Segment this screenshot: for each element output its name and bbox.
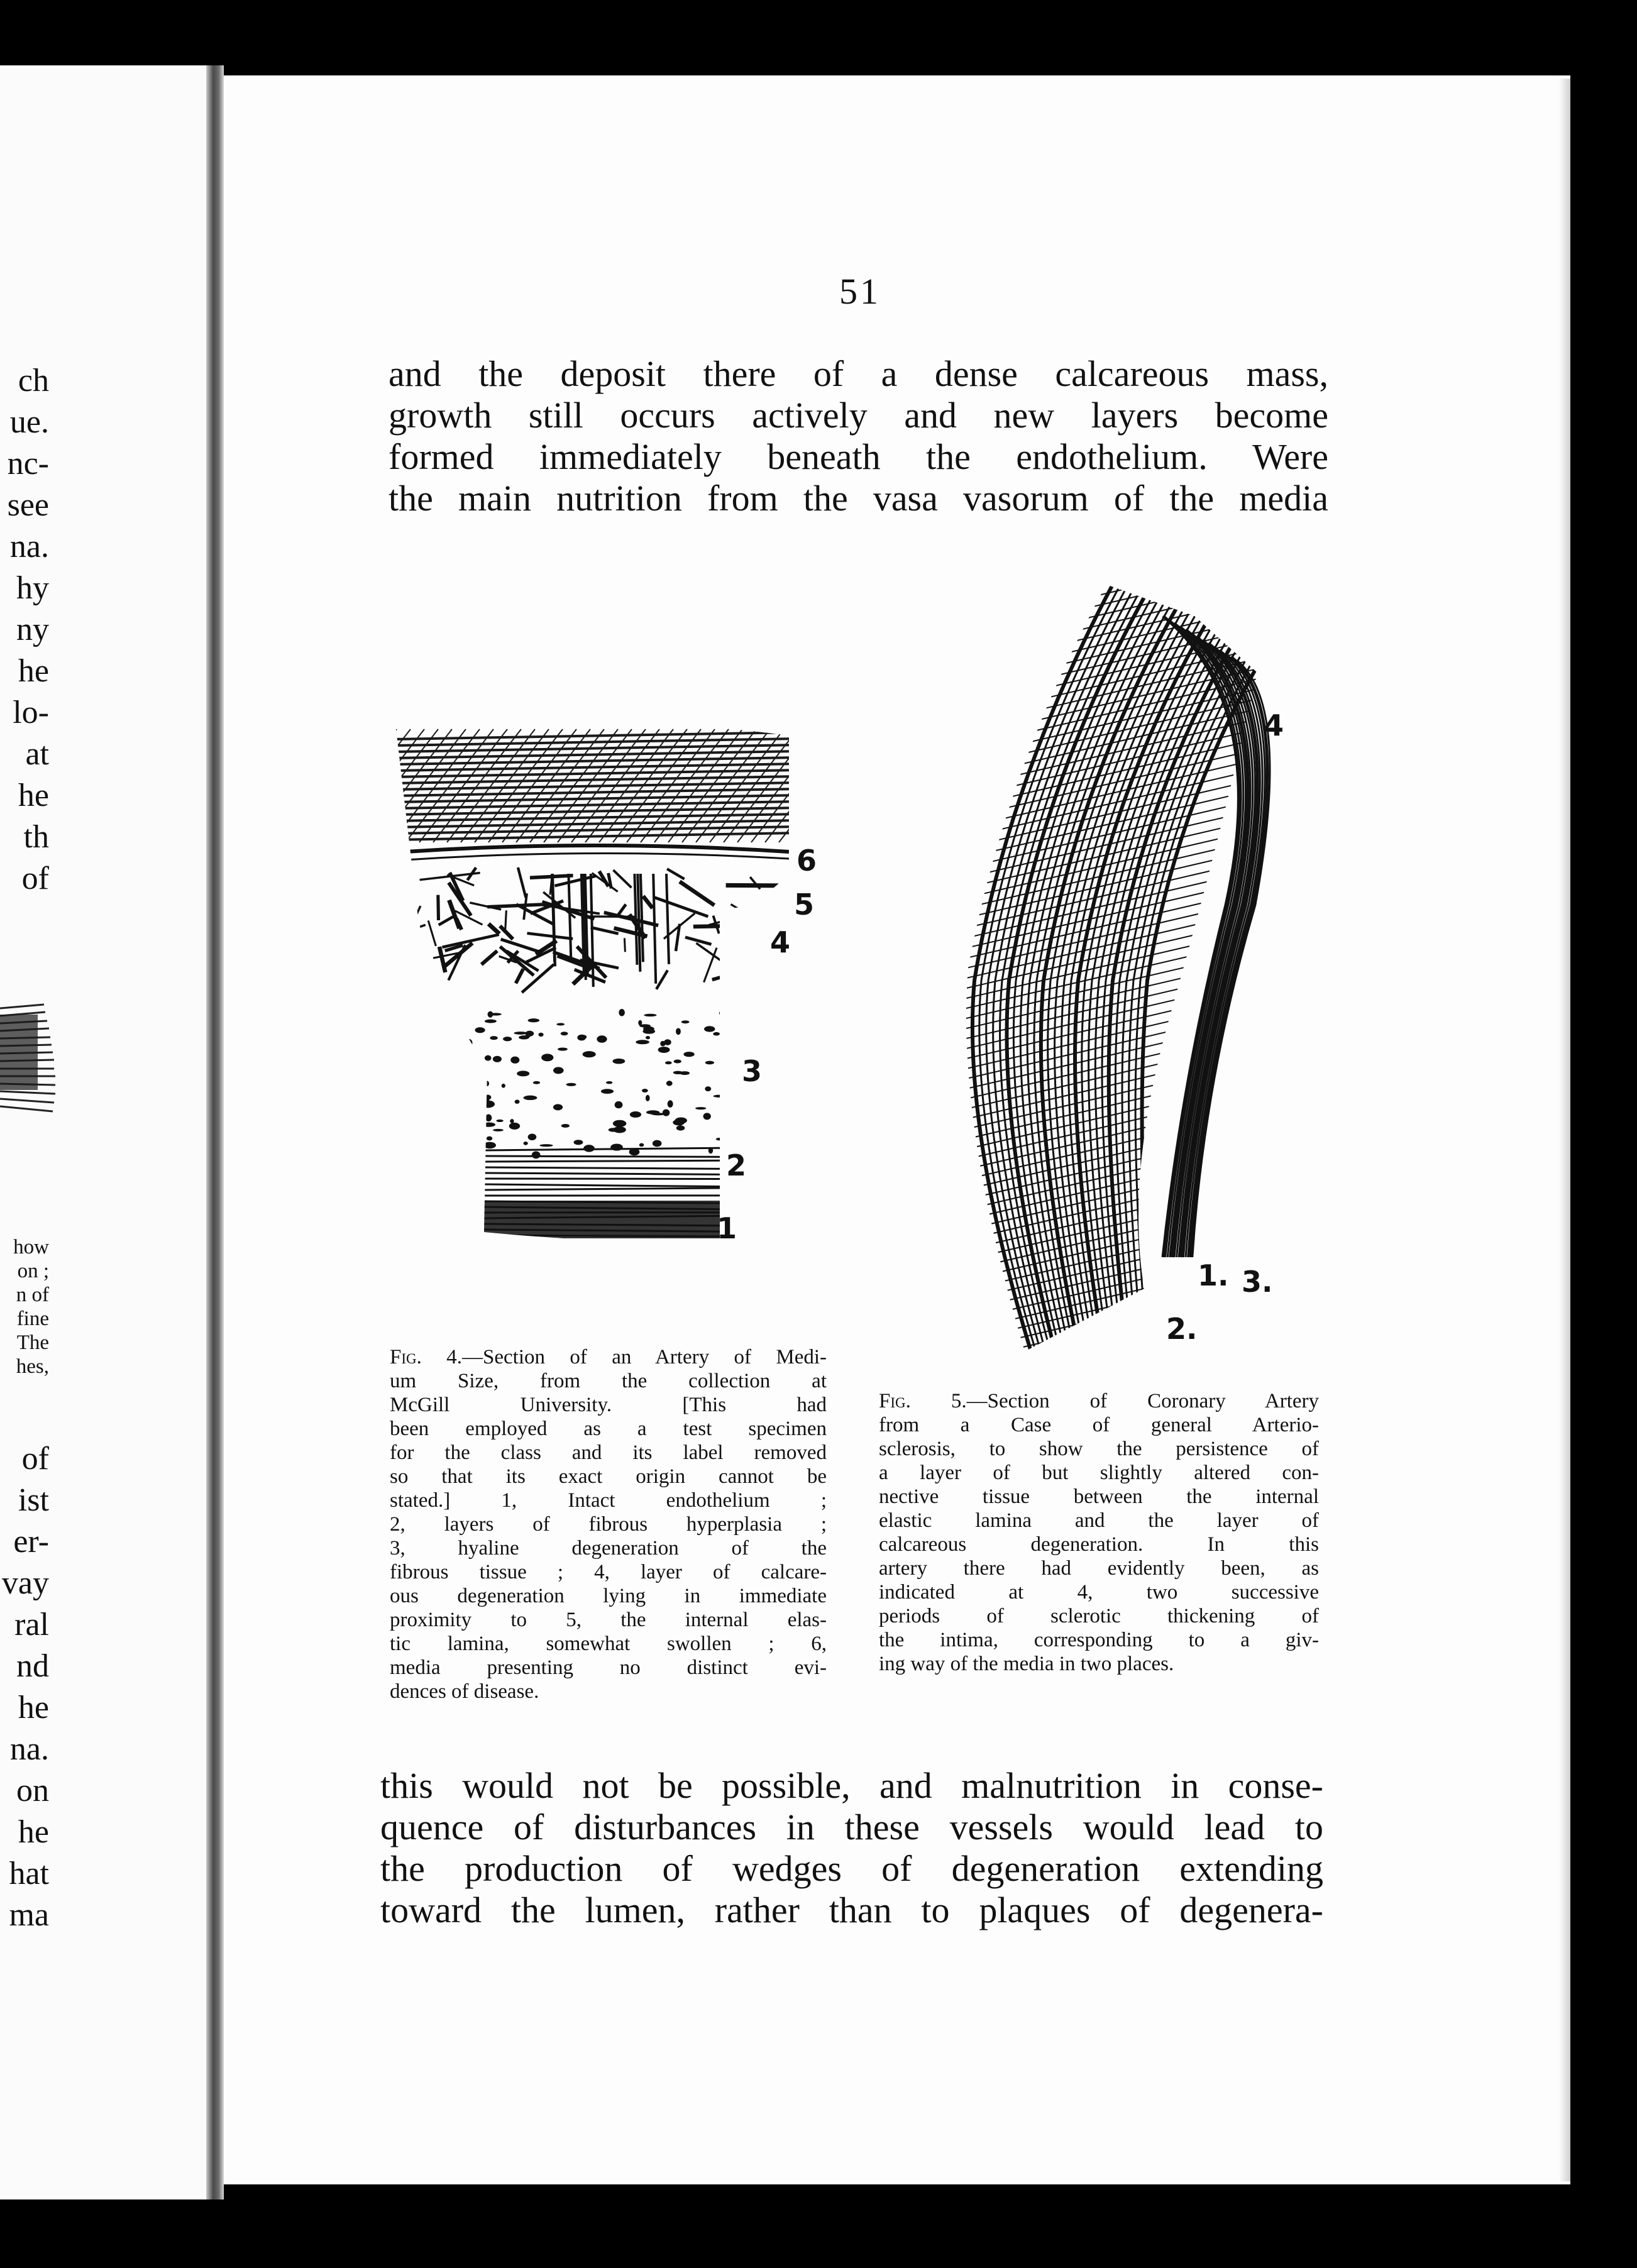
left-page-line-fragment: fine xyxy=(16,1307,49,1330)
caption-line: the intima, corresponding to a giv- xyxy=(879,1629,1319,1651)
page-number: 51 xyxy=(839,271,881,312)
left-page-line-fragment: er- xyxy=(13,1524,49,1560)
left-page-line-fragment: hy xyxy=(16,570,49,606)
left-page-line-fragment: of xyxy=(21,1441,49,1477)
caption-line: tic lamina, somewhat swollen ; 6, xyxy=(390,1632,827,1655)
caption-line: calcareous degeneration. In this xyxy=(879,1533,1319,1556)
left-page-line-fragment: The xyxy=(16,1331,49,1354)
figure-4-caption xyxy=(390,1345,827,1704)
caption-line: periods of sclerotic thickening of xyxy=(879,1605,1319,1627)
caption-line: —Section of an Artery of Medi- xyxy=(462,1346,827,1368)
fig5-label-1: 1. xyxy=(1198,1258,1229,1292)
fig5-label-2: 2. xyxy=(1166,1312,1198,1346)
fig4-caption-prefix: Fig. 4. xyxy=(390,1346,463,1368)
left-page-line-fragment: he xyxy=(18,778,49,813)
left-page-line-fragment: he xyxy=(18,1690,49,1726)
caption-line: —Section of Coronary Artery xyxy=(966,1390,1320,1412)
body-paragraph-top xyxy=(389,353,1328,519)
left-page-line-fragment: na. xyxy=(9,529,49,564)
left-page-line-fragment: on ; xyxy=(17,1260,49,1282)
caption-line: for the class and its label removed xyxy=(390,1441,827,1464)
page-right-edge xyxy=(1559,79,1570,2181)
fig4-label-3: 3 xyxy=(742,1054,763,1088)
caption-line: McGill University. [This had xyxy=(390,1394,827,1416)
caption-line: elastic lamina and the layer of xyxy=(879,1509,1319,1532)
text-line: the main nutrition from the vasa vasorum of the media xyxy=(389,478,1328,519)
fig4-label-6: 6 xyxy=(796,844,817,878)
left-page-line-fragment: of xyxy=(21,861,49,896)
text-line: the production of wedges of degeneration extending xyxy=(380,1848,1323,1889)
caption-line: so that its exact origin cannot be xyxy=(390,1465,827,1488)
left-page-line-fragment: th xyxy=(23,819,49,855)
caption-line: sclerosis, to show the persistence of xyxy=(879,1438,1319,1460)
caption-line: indicated at 4, two successive xyxy=(879,1581,1319,1604)
left-page-line-fragment: n of xyxy=(16,1284,49,1306)
caption-line: 3, hyaline degeneration of the xyxy=(390,1537,827,1560)
figure-4-artery-section xyxy=(393,717,833,1257)
text-line: this would not be possible, and malnutrition in conse- xyxy=(380,1765,1323,1806)
caption-line: dences of disease. xyxy=(390,1680,539,1703)
caption-line: nective tissue between the internal xyxy=(879,1485,1319,1508)
fig5-label-3: 3. xyxy=(1242,1265,1273,1299)
left-page-figure-fragment xyxy=(0,996,58,1135)
left-page-line-fragment: hes, xyxy=(16,1355,49,1378)
caption-line: artery there had evidently been, as xyxy=(879,1557,1319,1580)
text-line: growth still occurs actively and new layers become xyxy=(389,395,1328,436)
caption-line: stated.] 1, Intact endothelium ; xyxy=(390,1489,827,1512)
figure-5-coronary-artery-section xyxy=(956,578,1333,1370)
caption-line: a layer of but slightly altered con- xyxy=(879,1462,1319,1484)
caption-line: 2, layers of fibrous hyperplasia ; xyxy=(390,1513,827,1536)
caption-line: fibrous tissue ; 4, layer of calcare- xyxy=(390,1561,827,1583)
text-line: quence of disturbances in these vessels would lead to xyxy=(380,1807,1323,1847)
caption-line: ing way of the media in two places. xyxy=(879,1653,1174,1675)
caption-line: been employed as a test specimen xyxy=(390,1418,827,1440)
left-page-line-fragment: nd xyxy=(16,1648,49,1684)
left-page-line-fragment: vay xyxy=(1,1565,49,1601)
caption-line: um Size, from the collection at xyxy=(390,1370,827,1392)
book-gutter xyxy=(206,65,224,2199)
caption-line: media presenting no distinct evi- xyxy=(390,1656,827,1679)
left-page-line-fragment: on xyxy=(16,1773,49,1808)
caption-line: from a Case of general Arterio- xyxy=(879,1414,1319,1436)
body-paragraph-bottom xyxy=(380,1765,1323,1931)
text-line: formed immediately beneath the endothelium. Were xyxy=(389,436,1328,477)
left-page-line-fragment: ny xyxy=(16,612,49,647)
fig5-label-4: 4 xyxy=(1264,708,1284,742)
left-page-line-fragment: ma xyxy=(9,1897,49,1933)
left-page-line-fragment: ch xyxy=(18,363,49,399)
left-page-line-fragment: ue. xyxy=(9,404,49,440)
left-page-line-fragment: how xyxy=(13,1236,49,1258)
figure-5-caption xyxy=(879,1389,1319,1676)
left-page-line-fragment: at xyxy=(25,736,49,772)
fig4-label-1: 1 xyxy=(717,1211,737,1245)
caption-line: ous degeneration lying in immediate xyxy=(390,1585,827,1607)
fig4-label-5: 5 xyxy=(794,888,815,922)
left-page-line-fragment: he xyxy=(18,1814,49,1850)
left-page-line-fragment: he xyxy=(18,653,49,689)
left-page-line-fragment: ist xyxy=(18,1482,49,1518)
left-page-line-fragment: ral xyxy=(14,1607,49,1643)
fig4-label-4: 4 xyxy=(770,925,791,959)
left-page-line-fragment: see xyxy=(7,487,49,523)
caption-line: proximity to 5, the internal elas- xyxy=(390,1609,827,1631)
left-page-line-fragment: hat xyxy=(9,1856,49,1891)
fig4-label-2: 2 xyxy=(726,1148,747,1182)
left-page-line-fragment: na. xyxy=(9,1731,49,1767)
text-line: and the deposit there of a dense calcareous mass, xyxy=(389,353,1328,394)
left-page-line-fragment: lo- xyxy=(13,695,49,730)
fig5-caption-prefix: Fig. 5. xyxy=(879,1390,967,1412)
left-facing-page xyxy=(0,65,206,2199)
text-line: toward the lumen, rather than to plaques of degenera- xyxy=(380,1890,1323,1930)
left-page-line-fragment: nc- xyxy=(7,446,49,482)
